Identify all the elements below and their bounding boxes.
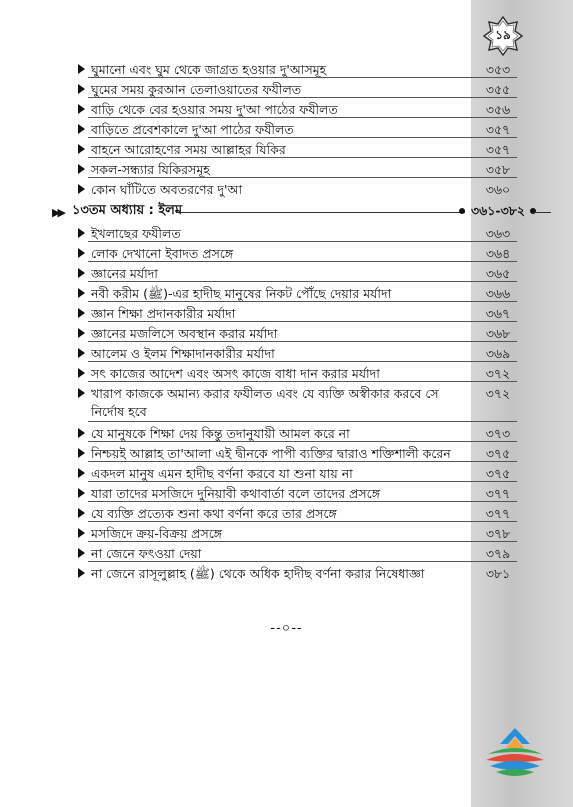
entry-title: বাড়িতে প্রবেশকালে দু'আ পাঠের ফযীলত	[91, 122, 294, 137]
entry-title: নিশ্চয়ই আল্লাহ তা'আলা এই দ্বীনকে পাপী ব্যক্তির দ্বারাও শক্তিশালী করেন	[91, 446, 451, 461]
toc-entry[interactable]	[0, 462, 573, 482]
entry-title: ঘুমানো এবং ঘুম থেকে জাগ্রত হওয়ার দু'আসমূহ	[91, 62, 327, 77]
entry-page: ৩৭২	[485, 386, 511, 401]
chapter-rule-tail	[533, 212, 551, 213]
entry-page: ৩৫৮	[485, 162, 511, 177]
publisher-logo-icon	[480, 724, 550, 784]
entry-page: ৩৭৫	[485, 466, 511, 481]
chapter-heading[interactable]	[0, 200, 573, 222]
toc-entry[interactable]	[0, 118, 573, 138]
triangle-bullet-icon	[78, 548, 85, 558]
triangle-bullet-icon	[78, 104, 85, 114]
entry-title: ইখলাছের ফযীলত	[91, 226, 181, 241]
table-of-contents	[0, 58, 573, 584]
entry-page: ৩৬৪	[485, 246, 511, 261]
triangle-bullet-icon	[78, 84, 85, 94]
triangle-bullet-icon	[78, 124, 85, 134]
entry-title	[91, 385, 451, 421]
toc-entry[interactable]	[0, 422, 573, 442]
toc-entry[interactable]	[0, 158, 573, 178]
toc-entry[interactable]	[0, 482, 573, 502]
entry-title: মসজিদে ক্রয়-বিক্রয় প্রসঙ্গে	[91, 526, 223, 541]
entry-title: নবী করীম (ﷺ)-এর হাদীছ মানুষের নিকট পৌঁছে দেয়ার মর্যাদা	[91, 286, 392, 301]
entry-title-line-1: খারাপ কাজকে অমান্য করার ফযীলত এবং যে ব্যক্তি অস্বীকার করবে সে	[91, 386, 439, 401]
triangle-bullet-icon	[78, 184, 85, 194]
triangle-bullet-icon	[78, 348, 85, 358]
toc-entry[interactable]	[0, 98, 573, 118]
entry-page: ৩৫৫	[485, 82, 511, 97]
entry-page: ৩৬৭	[485, 306, 511, 321]
chapter-page-range: ৩৬১-৩৮২	[471, 203, 525, 218]
entry-page: ৩৭৯	[485, 546, 511, 561]
entry-title: যে ব্যক্তি প্রত্যেক শুনা কথা বর্ণনা করে তার প্রসঙ্গে	[91, 506, 337, 521]
toc-entry[interactable]	[0, 562, 573, 584]
entry-title: সৎ কাজের আদেশ এবং অসৎ কাজে বাধা দান করার মর্যাদা	[91, 366, 380, 381]
entry-title-line-2: নির্দোষ হবে	[91, 404, 147, 419]
triangle-bullet-icon	[78, 368, 85, 378]
entry-title: যারা তাদের মসজিদে দুনিয়াবী কথাবার্তা বলে তাদের প্রসঙ্গে	[91, 486, 380, 501]
entry-title: না জেনে ফৎওয়া দেয়া	[91, 546, 202, 561]
triangle-bullet-icon	[78, 468, 85, 478]
entry-title: বাহনে আরোহণের সময় আল্লাহর যিকির	[91, 142, 286, 157]
toc-entry[interactable]	[0, 222, 573, 242]
toc-entry[interactable]	[0, 302, 573, 322]
triangle-bullet-icon	[78, 508, 85, 518]
entry-title: না জেনে রাসূলুল্লাহ (ﷺ) থেকে অধিক হাদীছ বর্ণনা করার নিষেধাজ্ঞা	[91, 566, 425, 581]
triangle-bullet-icon	[78, 308, 85, 318]
toc-entry[interactable]	[0, 78, 573, 98]
toc-entry[interactable]	[0, 138, 573, 158]
entry-title: জ্ঞানের মর্যাদা	[91, 266, 158, 281]
rule-dot-icon	[459, 208, 465, 214]
triangle-bullet-icon	[78, 448, 85, 458]
entry-title: বাড়ি থেকে বের হওয়ার সময় দু'আ পাঠের ফযীলত	[91, 102, 338, 117]
triangle-bullet-icon	[78, 528, 85, 538]
entry-page: ৩৬৬	[485, 286, 511, 301]
entry-title: সকল-সন্ধ্যার যিকিরসমূহ	[91, 162, 210, 177]
triangle-bullet-icon	[78, 228, 85, 238]
entry-title: আলেম ও ইলম শিক্ষাদানকারীর মর্যাদা	[91, 346, 275, 361]
entry-page: ৩৭৮	[485, 526, 511, 541]
entry-page: ৩৫৭	[485, 142, 511, 157]
toc-entry[interactable]	[0, 442, 573, 462]
chapter-title: ১৩তম অধ্যায় : ইলম	[72, 203, 183, 218]
triangle-bullet-icon	[78, 568, 85, 578]
entry-page: ৩৬৩	[485, 226, 511, 241]
toc-entry[interactable]	[0, 522, 573, 542]
rule-dot-icon	[530, 208, 536, 214]
section-end-mark: --০--	[270, 621, 303, 636]
toc-entry[interactable]	[0, 342, 573, 362]
entry-page: ৩৫৭	[485, 122, 511, 137]
triangle-bullet-icon	[78, 328, 85, 338]
entry-page: ৩৭৭	[485, 486, 511, 501]
entry-page: ৩৬৮	[485, 326, 511, 341]
entry-title: জ্ঞান শিক্ষা প্রদানকারীর মর্যাদা	[91, 306, 236, 321]
entry-page: ৩৫৩	[485, 62, 511, 77]
toc-entry[interactable]	[0, 502, 573, 522]
toc-entry[interactable]	[0, 322, 573, 342]
triangle-bullet-icon	[78, 164, 85, 174]
triangle-bullet-icon	[78, 288, 85, 298]
triangle-bullet-icon	[78, 248, 85, 258]
triangle-bullet-icon	[78, 388, 85, 398]
toc-entry[interactable]	[0, 362, 573, 382]
chapter-rule	[176, 212, 465, 213]
double-arrow-icon: ▶▶	[52, 206, 63, 219]
toc-entry[interactable]	[0, 242, 573, 262]
page-number: ১৯	[495, 28, 511, 42]
entry-page: ৩৬৫	[485, 266, 511, 281]
triangle-bullet-icon	[78, 144, 85, 154]
entry-page: ৩৭৩	[485, 426, 511, 441]
entry-title: লোক দেখানো ইবাদত প্রসঙ্গে	[91, 246, 234, 261]
entry-title: জ্ঞানের মজলিসে অবস্থান করার মর্যাদা	[91, 326, 278, 341]
triangle-bullet-icon	[78, 488, 85, 498]
triangle-bullet-icon	[78, 64, 85, 74]
triangle-bullet-icon	[78, 268, 85, 278]
entry-title: যে মানুষকে শিক্ষা দেয় কিন্তু তদানুযায়ী আমল করে না	[91, 426, 350, 441]
entry-page: ৩৭৫	[485, 446, 511, 461]
toc-entry[interactable]	[0, 542, 573, 562]
entry-page: ৩৮১	[485, 566, 511, 581]
toc-entry[interactable]	[0, 262, 573, 282]
toc-entry[interactable]	[0, 58, 573, 78]
entry-page: ৩৬৯	[485, 346, 511, 361]
entry-title: একদল মানুষ এমন হাদীছ বর্ণনা করবে যা শুনা যায় না	[91, 466, 353, 481]
toc-entry[interactable]	[0, 282, 573, 302]
entry-title: কোন ঘাঁটিতে অবতরণের দু'আ	[91, 182, 243, 197]
entry-page: ৩৭৭	[485, 506, 511, 521]
entry-title: ঘুমের সময় কুরআন তেলাওয়াতের ফযীলত	[91, 82, 302, 97]
toc-entry[interactable]	[0, 178, 573, 198]
entry-page: ৩৬০	[485, 182, 511, 197]
toc-entry[interactable]	[0, 382, 573, 422]
entry-page: ৩৭২	[485, 366, 511, 381]
entry-page: ৩৫৬	[485, 102, 511, 117]
triangle-bullet-icon	[78, 428, 85, 438]
